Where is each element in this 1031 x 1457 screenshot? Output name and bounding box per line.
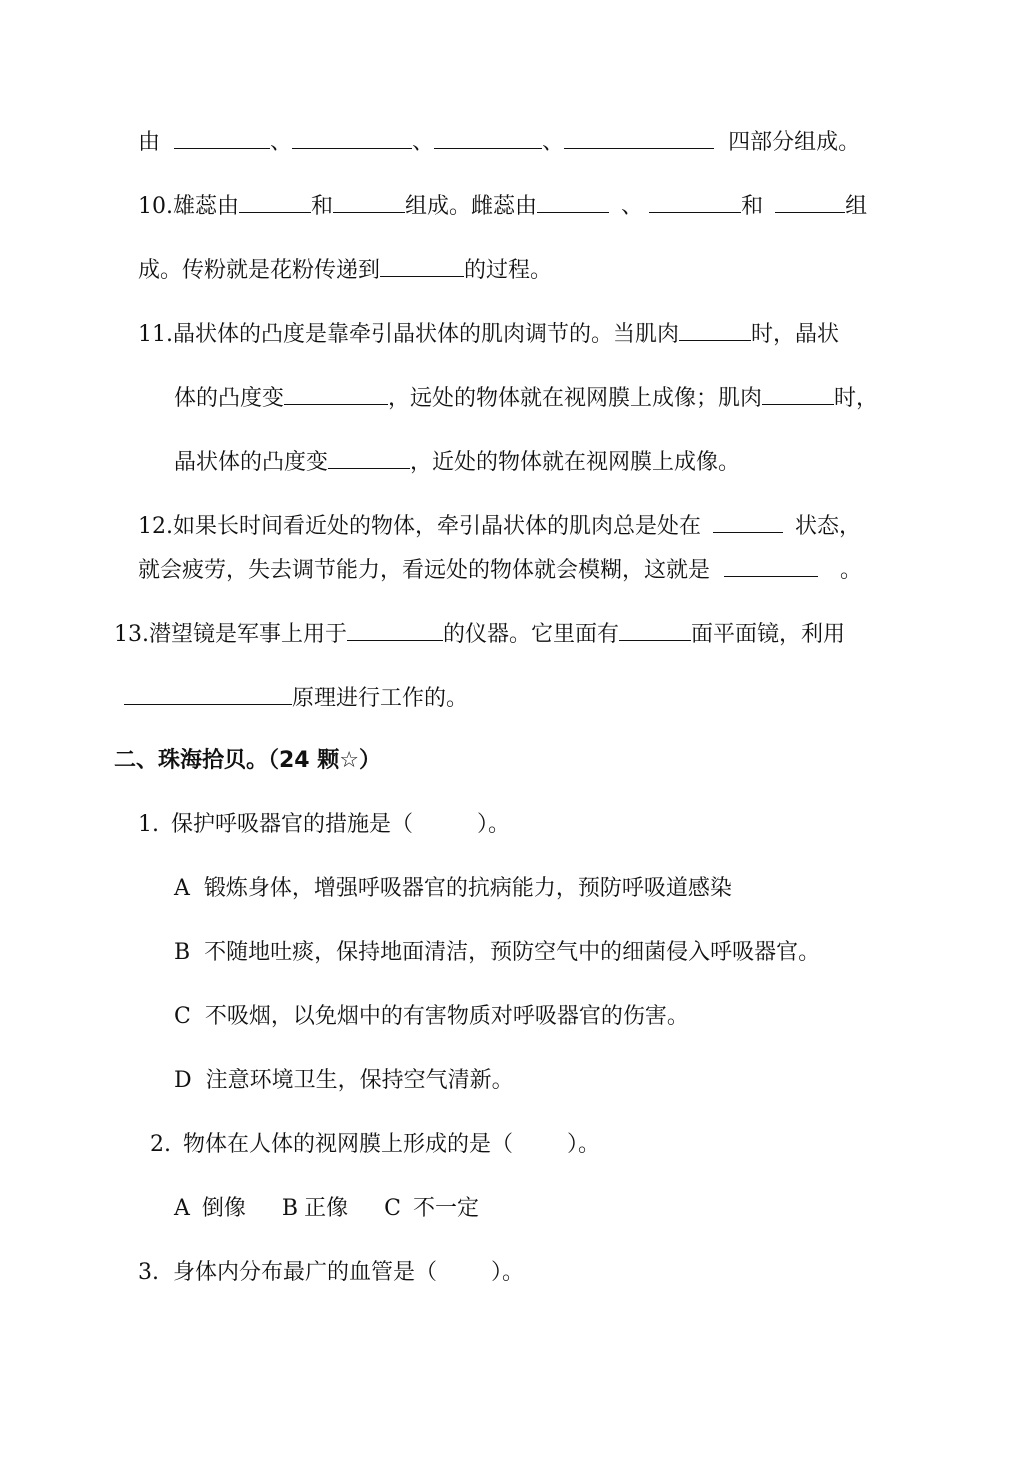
q11-text: 体的凸度变 (174, 386, 285, 411)
q9-text: 由 (138, 130, 161, 155)
option-letter: A (174, 876, 190, 901)
option-text: 不随地吐痰，保持地面清洁，预防空气中的细菌侵入呼吸器官。 (204, 940, 821, 965)
q10-text: 组 (845, 194, 868, 219)
q9-text: 、 (412, 130, 435, 155)
mc1-option-a[interactable] (174, 874, 732, 904)
q11-text: 晶状体的凸度是靠牵引晶状体的肌肉调节的。当肌肉 (173, 322, 680, 347)
q11-text: 时，晶状 (751, 322, 840, 347)
question-number: 10. (138, 194, 173, 219)
question-number: 2. (150, 1132, 171, 1157)
blank[interactable] (380, 254, 464, 277)
q9-text: 四部分组成。 (728, 130, 861, 155)
q10-text: 和 (311, 194, 334, 219)
mc2-option-a[interactable] (174, 1196, 246, 1221)
option-letter: A (174, 1196, 190, 1221)
option-letter: B (281, 1196, 299, 1221)
blank[interactable] (347, 618, 443, 641)
mc3-stem: 身体内分布最广的血管是（ (173, 1260, 438, 1285)
blank[interactable] (174, 126, 270, 149)
q13-text: 原理进行工作的。 (292, 686, 469, 711)
q12-text: 。 (840, 558, 863, 583)
mc2-option-c[interactable] (384, 1196, 479, 1221)
question-number: 13. (114, 622, 149, 647)
blank[interactable] (328, 446, 410, 469)
blank[interactable] (724, 554, 818, 577)
blank[interactable] (333, 190, 405, 213)
question-12-line-1 (138, 510, 861, 542)
blank[interactable] (775, 190, 845, 213)
q9-continuation (138, 126, 860, 158)
q12-text: 如果长时间看近处的物体，牵引晶状体的肌肉总是处在 (173, 514, 702, 539)
mc2-close: ）。 (567, 1132, 601, 1157)
blank[interactable] (434, 126, 542, 149)
option-text: 正像 (304, 1196, 349, 1221)
q10-text: 的过程。 (464, 258, 553, 283)
mc-question-1 (138, 810, 510, 840)
q10-text: 成。传粉就是花粉传递到 (138, 258, 381, 283)
question-12-line-2 (138, 554, 862, 586)
blank[interactable] (564, 126, 714, 149)
question-11-line-2 (174, 382, 878, 414)
mc1-stem: 保护呼吸器官的措施是（ (171, 812, 414, 837)
mc2-option-b[interactable] (282, 1196, 348, 1221)
option-text: 不吸烟，以免烟中的有害物质对呼吸器官的伤害。 (204, 1004, 689, 1029)
option-text: 锻炼身体，增强呼吸器官的抗病能力，预防呼吸道感染 (203, 876, 732, 901)
q11-text: ，近处的物体就在视网膜上成像。 (410, 450, 741, 475)
blank[interactable] (619, 618, 691, 641)
q10-text: 雄蕊由 (173, 194, 240, 219)
q11-text: ，远处的物体就在视网膜上成像；肌肉 (388, 386, 763, 411)
q11-text: 晶状体的凸度变 (174, 450, 329, 475)
option-letter: B (174, 940, 191, 965)
blank[interactable] (537, 190, 609, 213)
blank[interactable] (713, 510, 783, 533)
option-letter: C (174, 1004, 191, 1029)
q9-text: 、 (542, 130, 565, 155)
q9-text: 、 (270, 130, 293, 155)
q12-text: 就会疲劳，失去调节能力，看远处的物体就会模糊，这就是 (138, 558, 711, 583)
question-11-line-3 (174, 446, 740, 478)
q10-text: 和 (741, 194, 764, 219)
blank[interactable] (284, 382, 388, 405)
section-2-heading: 二、珠海拾贝。（24 颗☆） (114, 748, 381, 773)
blank[interactable] (679, 318, 751, 341)
question-number: 3. (138, 1260, 159, 1285)
blank[interactable] (762, 382, 834, 405)
mc3-close: ）。 (491, 1260, 525, 1285)
option-text: 不一定 (412, 1196, 479, 1221)
blank[interactable] (292, 126, 412, 149)
option-text: 倒像 (201, 1196, 246, 1221)
blank[interactable] (649, 190, 741, 213)
mc1-option-c[interactable] (174, 1002, 689, 1032)
question-13-line-2 (124, 682, 468, 714)
q10-text: 组成。雌蕊由 (405, 194, 538, 219)
q13-text: 潜望镜是军事上用于 (149, 622, 348, 647)
blank[interactable] (124, 682, 292, 705)
mc2-options (174, 1194, 479, 1224)
mc1-close: ）。 (477, 812, 511, 837)
question-11-line-1 (138, 318, 839, 350)
mc1-option-d[interactable] (174, 1066, 514, 1096)
question-13-line-1 (114, 618, 845, 650)
q11-text: 时， (834, 386, 879, 411)
mc2-stem: 物体在人体的视网膜上形成的是（ (183, 1132, 514, 1157)
question-10-line-1 (138, 190, 867, 222)
option-letter: D (174, 1068, 192, 1093)
q13-text: 的仪器。它里面有 (443, 622, 620, 647)
blank[interactable] (239, 190, 311, 213)
option-text: 注意环境卫生，保持空气清新。 (205, 1068, 514, 1093)
mc-question-3 (138, 1258, 524, 1288)
q12-text: 状态， (795, 514, 862, 539)
mc1-option-b[interactable] (174, 938, 820, 968)
question-number: 12. (138, 514, 173, 539)
option-letter: C (384, 1196, 401, 1221)
question-number: 11. (138, 322, 173, 347)
question-10-line-2 (138, 254, 552, 286)
q13-text: 面平面镜，利用 (691, 622, 846, 647)
mc-question-2 (150, 1130, 600, 1160)
question-number: 1. (138, 812, 159, 837)
q10-text: 、 (621, 194, 644, 219)
